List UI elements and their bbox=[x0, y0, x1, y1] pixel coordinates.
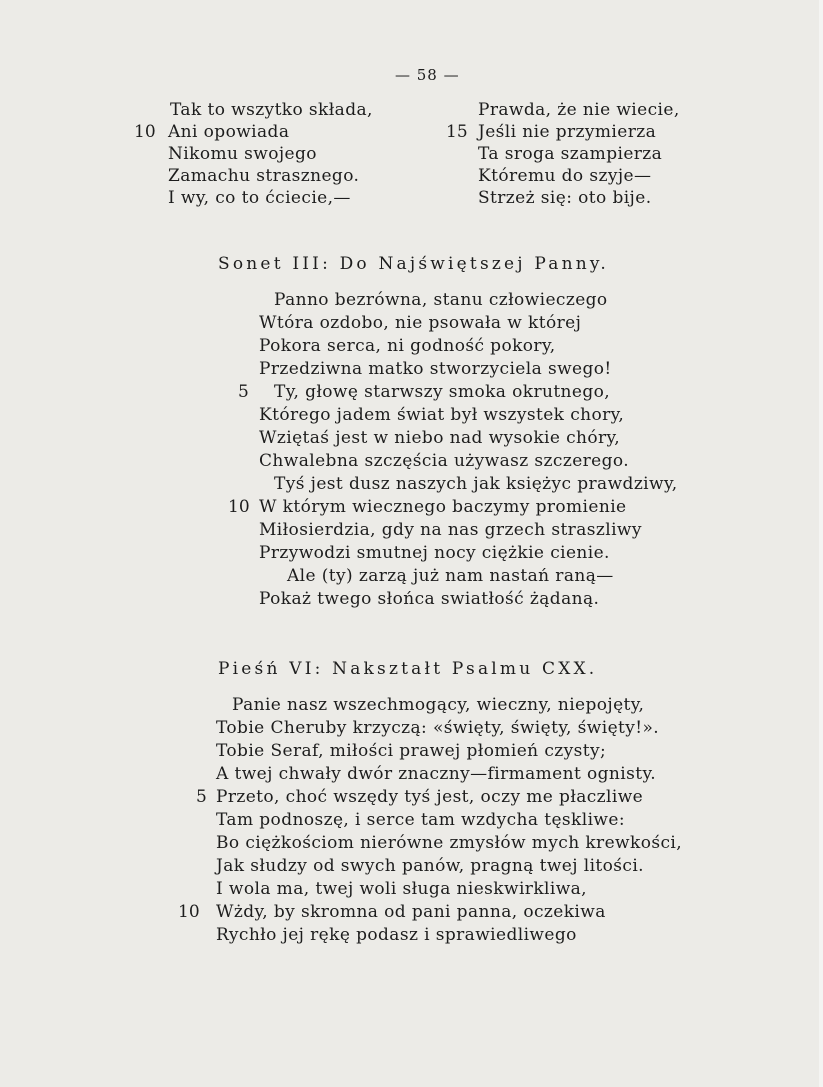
verse-line: Przywodzi smutnej nocy ciężkie cienie. bbox=[259, 543, 610, 563]
verse-line: A twej chwały dwór znaczny—firmament ognisty. bbox=[216, 764, 657, 784]
verse-line: Przeto, choć wszędy tyś jest, oczy me płaczliwe bbox=[216, 787, 644, 807]
verse-line: Nikomu swojego bbox=[168, 144, 317, 164]
verse-line: Tyś jest dusz naszych jak księżyc prawdziwy, bbox=[274, 474, 678, 494]
verse-line: Bo ciężkościom nierówne zmysłów mych krewkości, bbox=[216, 833, 683, 853]
line-number: 10 bbox=[228, 497, 250, 517]
verse-line: Ani opowiada bbox=[168, 122, 290, 142]
verse-line: I wola ma, twej woli sługa nieskwirkliwa, bbox=[216, 879, 587, 899]
verse-line: Rychło jej rękę podasz i sprawiedliwego bbox=[216, 925, 577, 945]
verse-line: Tobie Cheruby krzyczą: «święty, święty, święty!». bbox=[216, 718, 660, 738]
verse-line: Zamachu strasznego. bbox=[168, 166, 360, 186]
verse-line: Jak słudzy od swych panów, pragną twej litości. bbox=[216, 856, 644, 876]
section-title-piesn: Pieśń VI: Nakształt Psalmu CXX. bbox=[218, 659, 598, 679]
verse-line: Któremu do szyje— bbox=[478, 166, 652, 186]
verse-line: I wy, co to ćciecie,— bbox=[168, 188, 351, 208]
verse-line: Miłosierdzia, gdy na nas grzech straszliwy bbox=[259, 520, 642, 540]
line-number: 5 bbox=[196, 787, 207, 807]
verse-line: W którym wiecznego baczymy promienie bbox=[259, 497, 627, 517]
section-title-sonet: Sonet III: Do Najświętszej Panny. bbox=[218, 254, 610, 274]
verse-line: Prawda, że nie wiecie, bbox=[478, 100, 680, 120]
page-edge bbox=[819, 0, 823, 1087]
verse-line: Wziętaś jest w niebo nad wysokie chóry, bbox=[259, 428, 621, 448]
line-number: 5 bbox=[238, 382, 249, 402]
line-number: 10 bbox=[178, 902, 200, 922]
verse-line: Tam podnoszę, i serce tam wzdycha tęskliwe: bbox=[216, 810, 625, 830]
verse-line: Tobie Seraf, miłości prawej płomień czysty; bbox=[216, 741, 607, 761]
verse-line: Przedziwna matko stworzyciela swego! bbox=[259, 359, 612, 379]
verse-line: Pokaż twego słońca swiatłość żądaną. bbox=[259, 589, 600, 609]
verse-line: Wżdy, by skromna od pani panna, oczekiwa bbox=[216, 902, 606, 922]
verse-line: Chwalebna szczęścia używasz szczerego. bbox=[259, 451, 630, 471]
verse-line: Wtóra ozdobo, nie psowała w której bbox=[259, 313, 582, 333]
verse-line: Ale (ty) zarzą już nam nastań raną— bbox=[287, 566, 614, 586]
verse-line: Którego jadem świat był wszystek chory, bbox=[259, 405, 625, 425]
line-number: 15 bbox=[446, 122, 468, 142]
verse-line: Strzeż się: oto bije. bbox=[478, 188, 652, 208]
verse-line: Jeśli nie przymierza bbox=[478, 122, 657, 142]
verse-line: Panno bezrówna, stanu człowieczego bbox=[274, 290, 608, 310]
verse-line: Ty, głowę starwszy smoka okrutnego, bbox=[274, 382, 611, 402]
verse-line: Panie nasz wszechmogący, wieczny, niepojęty, bbox=[232, 695, 645, 715]
page-number: — 58 — bbox=[395, 66, 460, 84]
verse-line: Ta sroga szampierza bbox=[478, 144, 663, 164]
verse-line: Tak to wszytko składa, bbox=[170, 100, 373, 120]
line-number: 10 bbox=[134, 122, 156, 142]
verse-line: Pokora serca, ni godność pokory, bbox=[259, 336, 556, 356]
